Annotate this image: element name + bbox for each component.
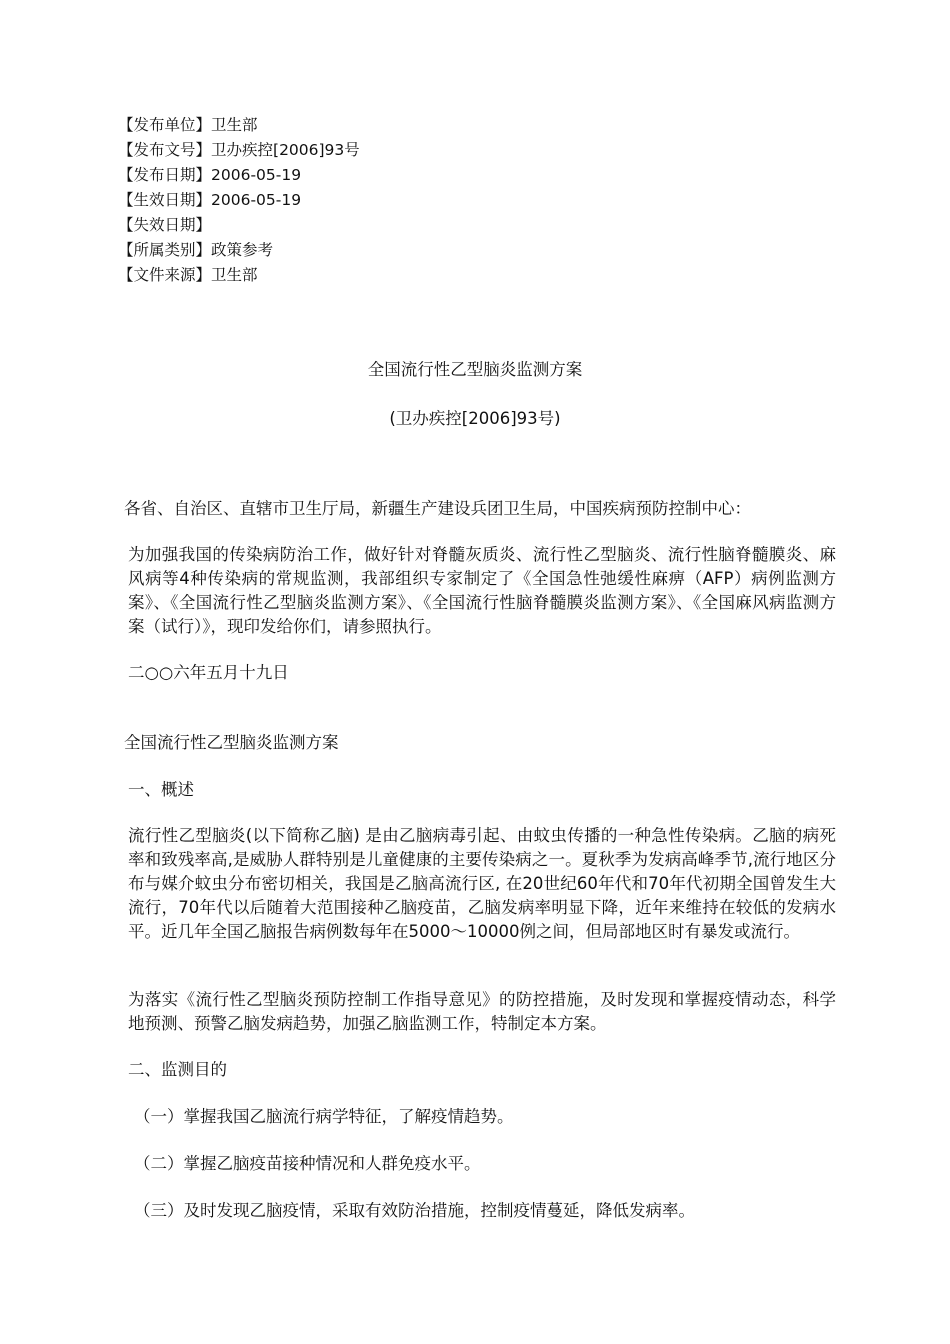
purpose-item: （二）掌握乙脑疫苗接种情况和人群免疫水平。: [134, 1154, 481, 1173]
overview-heading: 一、概述: [128, 780, 194, 799]
document-title: 全国流行性乙型脑炎监测方案: [367, 360, 583, 379]
meta-label: 【文件来源】: [118, 266, 212, 284]
meta-row-publish-date: [118, 163, 518, 188]
meta-value: 2006-05-19: [211, 191, 302, 209]
meta-label: 【生效日期】: [118, 191, 212, 209]
meta-row-source: [118, 263, 518, 288]
issue-date: 二○○六年五月十九日: [128, 663, 289, 682]
meta-label: 【发布文号】: [118, 141, 212, 159]
meta-row-effective-date: [118, 188, 518, 213]
overview-paragraph-1: 流行性乙型脑炎(以下简称乙脑) 是由乙脑病毒引起、由蚊虫传播的一种急性传染病。乙脑的病死率和致残率高,是威胁人群特别是儿童健康的主要传染病之一。夏秋季为发病高峰季节,流行地区分布与媒介蚊虫分布密切相关，我国是乙脑高流行区, 在20世纪60年代和70年代初期全国曾发生大流行，70年代以后随着大范围接种乙脑疫苗，乙脑发病率明显下降，近年来维持在较低的发病水平。近几年全国乙脑报告病例数每年在5000～10000例之间，但局部地区时有暴发或流行。: [128, 826, 836, 941]
meta-label: 【发布日期】: [118, 166, 212, 184]
meta-label: 【所属类别】: [118, 241, 212, 259]
purpose-item: （一）掌握我国乙脑流行病学特征，了解疫情趋势。: [134, 1107, 514, 1126]
meta-label: 【发布单位】: [118, 116, 212, 134]
section-title: 全国流行性乙型脑炎监测方案: [124, 733, 339, 752]
meta-value: 2006-05-19: [211, 166, 302, 184]
meta-value: 卫办疾控[2006]93号: [211, 141, 360, 159]
document-number: (卫办疾控[2006]93号): [389, 409, 561, 428]
intro-paragraph: 为加强我国的传染病防治工作，做好针对脊髓灰质炎、流行性乙型脑炎、流行性脑脊髓膜炎、麻风病等4种传染病的常规监测，我部组织专家制定了《全国急性弛缓性麻痹（AFP）病例监测方案》、《全国流行性乙型脑炎监测方案》、《全国流行性脑脊髓膜炎监测方案》、《全国麻风病监测方案（试行）》，现印发给你们，请参照执行。: [128, 545, 836, 636]
meta-label: 【失效日期】: [118, 216, 212, 234]
meta-value: 卫生部: [211, 266, 258, 284]
meta-row-doc-number: [118, 138, 518, 163]
meta-row-category: [118, 238, 518, 263]
meta-value: 政策参考: [211, 241, 274, 259]
meta-row-publisher: [118, 113, 518, 138]
purpose-heading: 二、监测目的: [128, 1060, 227, 1079]
document-metadata: [118, 113, 518, 288]
meta-row-expiry-date: [118, 213, 518, 238]
purpose-item: （三）及时发现乙脑疫情，采取有效防治措施，控制疫情蔓延，降低发病率。: [134, 1201, 695, 1220]
meta-value: 卫生部: [211, 116, 258, 134]
addressee: 各省、自治区、直辖市卫生厅局，新疆生产建设兵团卫生局，中国疾病预防控制中心：: [124, 499, 751, 518]
overview-paragraph-2: 为落实《流行性乙型脑炎预防控制工作指导意见》的防控措施，及时发现和掌握疫情动态，科学地预测、预警乙脑发病趋势，加强乙脑监测工作，特制定本方案。: [128, 990, 836, 1033]
